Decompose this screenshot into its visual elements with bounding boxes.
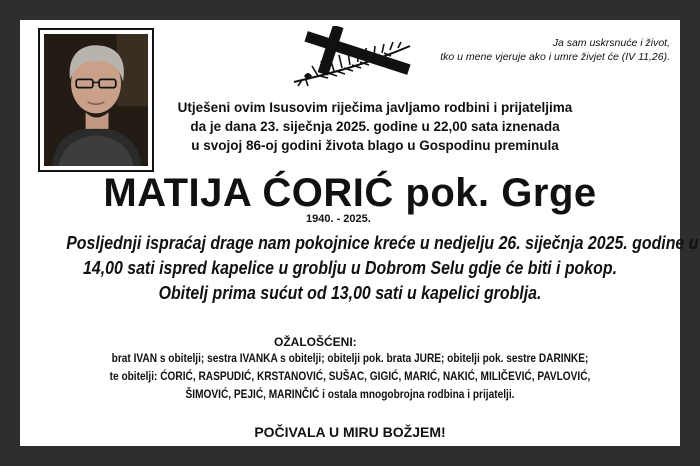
verse-line: tko u mene vjeruje ako i umre živjet će (IV 11,26).	[440, 51, 670, 63]
intro-text	[170, 98, 580, 155]
grieving-line: ŠIMOVIĆ, PEJIĆ, MARINČIĆ i ostala mnogobrojna rodbina i prijatelji.	[185, 389, 515, 401]
portrait-photo	[44, 34, 148, 166]
cross-with-palm-icon	[288, 26, 416, 88]
intro-line: u svojoj 86-oj godini života blago u Gospodinu preminula	[191, 138, 559, 153]
intro-line: Utješeni ovim Isusovim riječima javljamo rodbini i prijateljima	[177, 100, 573, 115]
grieving-line: te obitelji: ĆORIĆ, RASPUDIĆ, KRSTANOVIĆ, SUŠAC, GIGIĆ, MARIĆ, NAKIĆ, MILIČEVIĆ, PAVLOVIĆ,	[109, 371, 591, 383]
obituary-card	[20, 20, 699, 446]
funeral-announcement	[66, 230, 699, 305]
announcement-line: 14,00 sati ispred kapelice u groblju u Dobrom Selu gdje će biti i pokop.	[82, 257, 617, 278]
announcement-line: Posljednji ispraćaj drage nam pokojnice kreće u nedjelju 26. siječnja 2025. godine u	[66, 232, 699, 253]
intro-line: da je dana 23. siječnja 2025. godine u 22,00 sata iznenada	[190, 119, 560, 134]
grieving-title: OŽALOŠĆENI:	[274, 335, 357, 349]
announcement-line: Obitelj prima sućut od 13,00 sati u kapelici groblja.	[158, 282, 542, 303]
closing-phrase: POČIVALA U MIRU BOŽJEM!	[254, 424, 446, 440]
grieving-list	[60, 350, 641, 404]
life-years: 1940. - 2025.	[306, 213, 371, 225]
deceased-name: MATIJA ĆORIĆ pok. Grge	[103, 171, 597, 215]
grieving-line: brat IVAN s obitelji; sestra IVANKA s obitelji; obitelji pok. brata JURE; obitelji pok. sestre DARINKE;	[111, 353, 589, 365]
bible-verse	[440, 36, 670, 64]
portrait-frame	[38, 28, 154, 172]
verse-line: Ja sam uskrsnuće i život,	[552, 37, 670, 49]
